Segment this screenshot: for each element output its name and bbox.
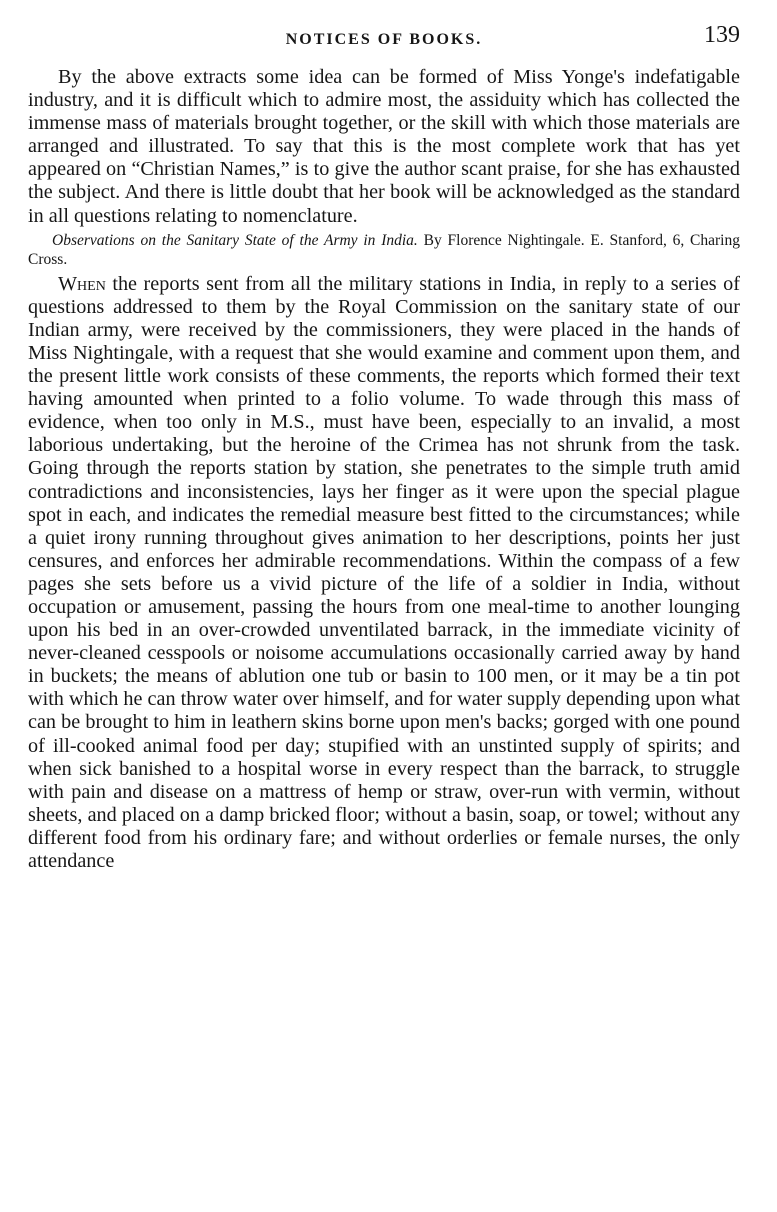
book-citation xyxy=(28,231,740,269)
paragraph-first-word: When xyxy=(58,272,106,295)
citation-publisher: By Florence Nightingale. E. Stanford, 6, Charing Cross. xyxy=(28,231,740,268)
paragraph-yonge-review: By the above extracts some idea can be formed of Miss Yonge's indefatigable industry, and it is difficult which to admire most, the assiduity which has collected the immense mass of materials brought together, or the skill with which those materials are arranged and illustrated. To say that this is the most complete work that has yet appeared on “Christian Names,” is to give the author scant praise, for she has exhausted the subject. And there is little doubt that her book will be acknowledged as the standard in all questions relating to nomenclature. xyxy=(28,66,740,227)
citation-title: Observations on the Sanitary State of the Army in India. xyxy=(52,231,418,249)
book-page xyxy=(28,22,740,873)
page-header xyxy=(28,22,740,52)
paragraph-body: the reports sent from all the military stations in India, in reply to a series of questions addressed to them by the Royal Commission on the sanitary state of our Indian army, were received by the commissioners, they were placed in the hands of Miss Nightingale, with a request that she would examine and comment upon them, and the present little work consists of these comments, the reports which formed their text having amounted when printed to a folio volume. To wade through this mass of evidence, when too only in M.S., must have been, especially to an invalid, a most laborious undertaking, but the heroine of the Crimea has not shrunk from the task. Going through the reports station by station, she penetrates to the simple truth amid contradictions and inconsistencies, lays her finger as it were upon the special plague spot in each, and indicates the remedial measure best fitted to the circumstances; while a quiet irony running throughout gives animation to her descriptions, points her just censures, and enforces her admirable recommendations. Within the compass of a few pages she sets before us a vivid picture of the life of a soldier in India, without occupation or amusement, passing the hours from one meal-time to another lounging upon his bed in an over-crowded unventilated barrack, in the immediate vicinity of never-cleaned cesspools or noisome accumulations occasionally carried away by hand in buckets; the means of ablution one tub or basin to 100 men, or it may be a tin pot with which he can throw water over himself, and for water supply depending upon what can be brought to him in leathern skins borne upon men's backs; gorged with one pound of ill-cooked animal food per day; stupified with an unstinted supply of spirits; and when sick banished to a hospital worse in every respect than the barrack, to struggle with pain and disease on a mattress of hemp or straw, over-run with vermin, without sheets, and placed on a damp bricked floor; without a basin, soap, or towel; without any different food from his ordinary fare; and without orderlies or female nurses, the only attendance xyxy=(28,272,740,872)
page-number: 139 xyxy=(704,22,740,48)
paragraph-nightingale-review xyxy=(28,273,740,873)
running-title: NOTICES OF BOOKS. xyxy=(285,31,483,48)
